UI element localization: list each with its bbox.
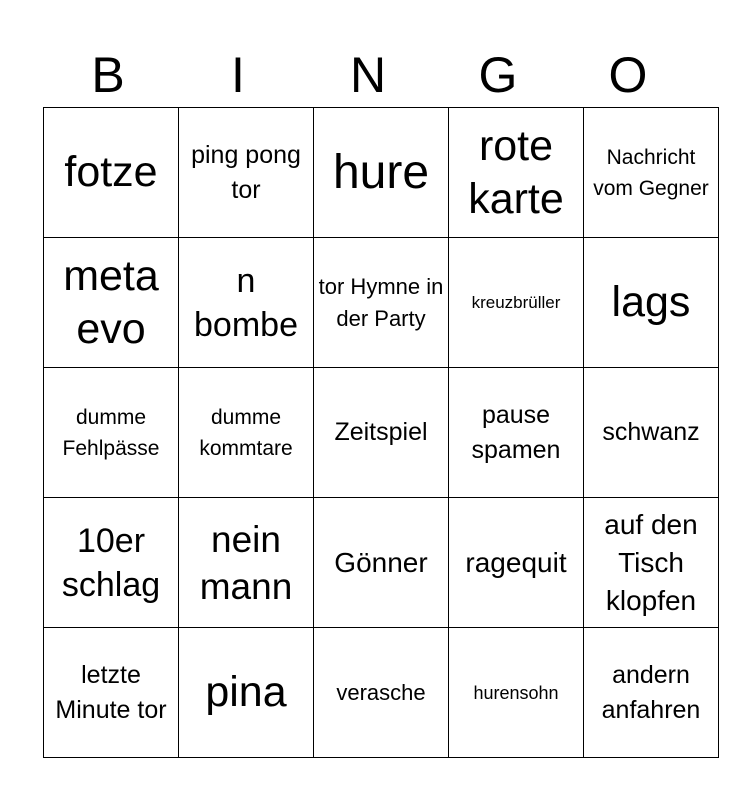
cell-label: ragequit	[465, 546, 567, 578]
bingo-cell[interactable]	[584, 368, 719, 498]
bingo-cell[interactable]	[44, 108, 179, 238]
cell-label: Nachricht vom Gegner	[593, 145, 709, 200]
card-row	[44, 498, 719, 628]
bingo-cell[interactable]	[449, 498, 584, 628]
cell-label: 10er schlag	[61, 521, 161, 604]
bingo-cell[interactable]	[314, 108, 449, 238]
bingo-cell[interactable]	[44, 238, 179, 368]
cell-label: hurensohn	[473, 682, 559, 703]
bingo-cell[interactable]	[179, 108, 314, 238]
header-letter-o: O	[608, 47, 648, 103]
bingo-cell[interactable]	[179, 498, 314, 628]
cell-label: meta evo	[63, 251, 159, 353]
bingo-cell[interactable]	[314, 238, 449, 368]
bingo-cell[interactable]	[179, 368, 314, 498]
cell-label: Zeitspiel	[334, 418, 428, 446]
cell-label: Gönner	[334, 546, 428, 578]
bingo-cell[interactable]	[314, 498, 449, 628]
cell-label: ping pong tor	[191, 140, 301, 204]
bingo-cell[interactable]	[314, 368, 449, 498]
cell-label: n bombe	[194, 261, 298, 344]
card-row	[44, 628, 719, 758]
bingo-cell[interactable]	[314, 628, 449, 758]
cell-label: fotze	[64, 148, 158, 196]
bingo-card	[43, 107, 719, 758]
header-letter-n: N	[349, 47, 387, 103]
cell-label: tor Hymne in der Party	[318, 273, 444, 331]
bingo-cell[interactable]	[179, 628, 314, 758]
bingo-cell[interactable]	[584, 628, 719, 758]
cell-label: verasche	[336, 679, 426, 705]
card-row	[44, 238, 719, 368]
cell-label: pina	[205, 668, 287, 716]
cell-label: hure	[332, 145, 430, 199]
bingo-cell[interactable]	[449, 108, 584, 238]
cell-label: kreuzbrüller	[471, 292, 561, 312]
header-letter-b: B	[91, 47, 125, 103]
bingo-header	[43, 44, 693, 106]
bingo-cell[interactable]	[584, 238, 719, 368]
cell-label: auf den Tisch klopfen	[604, 508, 698, 616]
bingo-cell[interactable]	[449, 628, 584, 758]
cell-label: pause spamen	[471, 400, 561, 464]
bingo-cell[interactable]	[584, 108, 719, 238]
cell-label: lags	[611, 278, 691, 326]
cell-label: dumme Fehlpässe	[62, 405, 160, 460]
card-row	[44, 368, 719, 498]
cell-label: schwanz	[602, 418, 700, 446]
bingo-cell[interactable]	[44, 498, 179, 628]
bingo-cell[interactable]	[449, 238, 584, 368]
card-row	[44, 108, 719, 238]
cell-label: rote karte	[468, 121, 564, 223]
bingo-cell[interactable]	[449, 368, 584, 498]
bingo-cell[interactable]	[584, 498, 719, 628]
cell-label: dumme kommtare	[199, 405, 293, 460]
bingo-cell[interactable]	[44, 628, 179, 758]
cell-label: letzte Minute tor	[55, 660, 167, 724]
cell-label: nein mann	[199, 518, 293, 607]
header-letter-g: G	[478, 47, 518, 103]
bingo-cell[interactable]	[179, 238, 314, 368]
cell-label: andern anfahren	[601, 660, 701, 724]
header-letter-i: I	[231, 47, 245, 103]
bingo-cell[interactable]	[44, 368, 179, 498]
